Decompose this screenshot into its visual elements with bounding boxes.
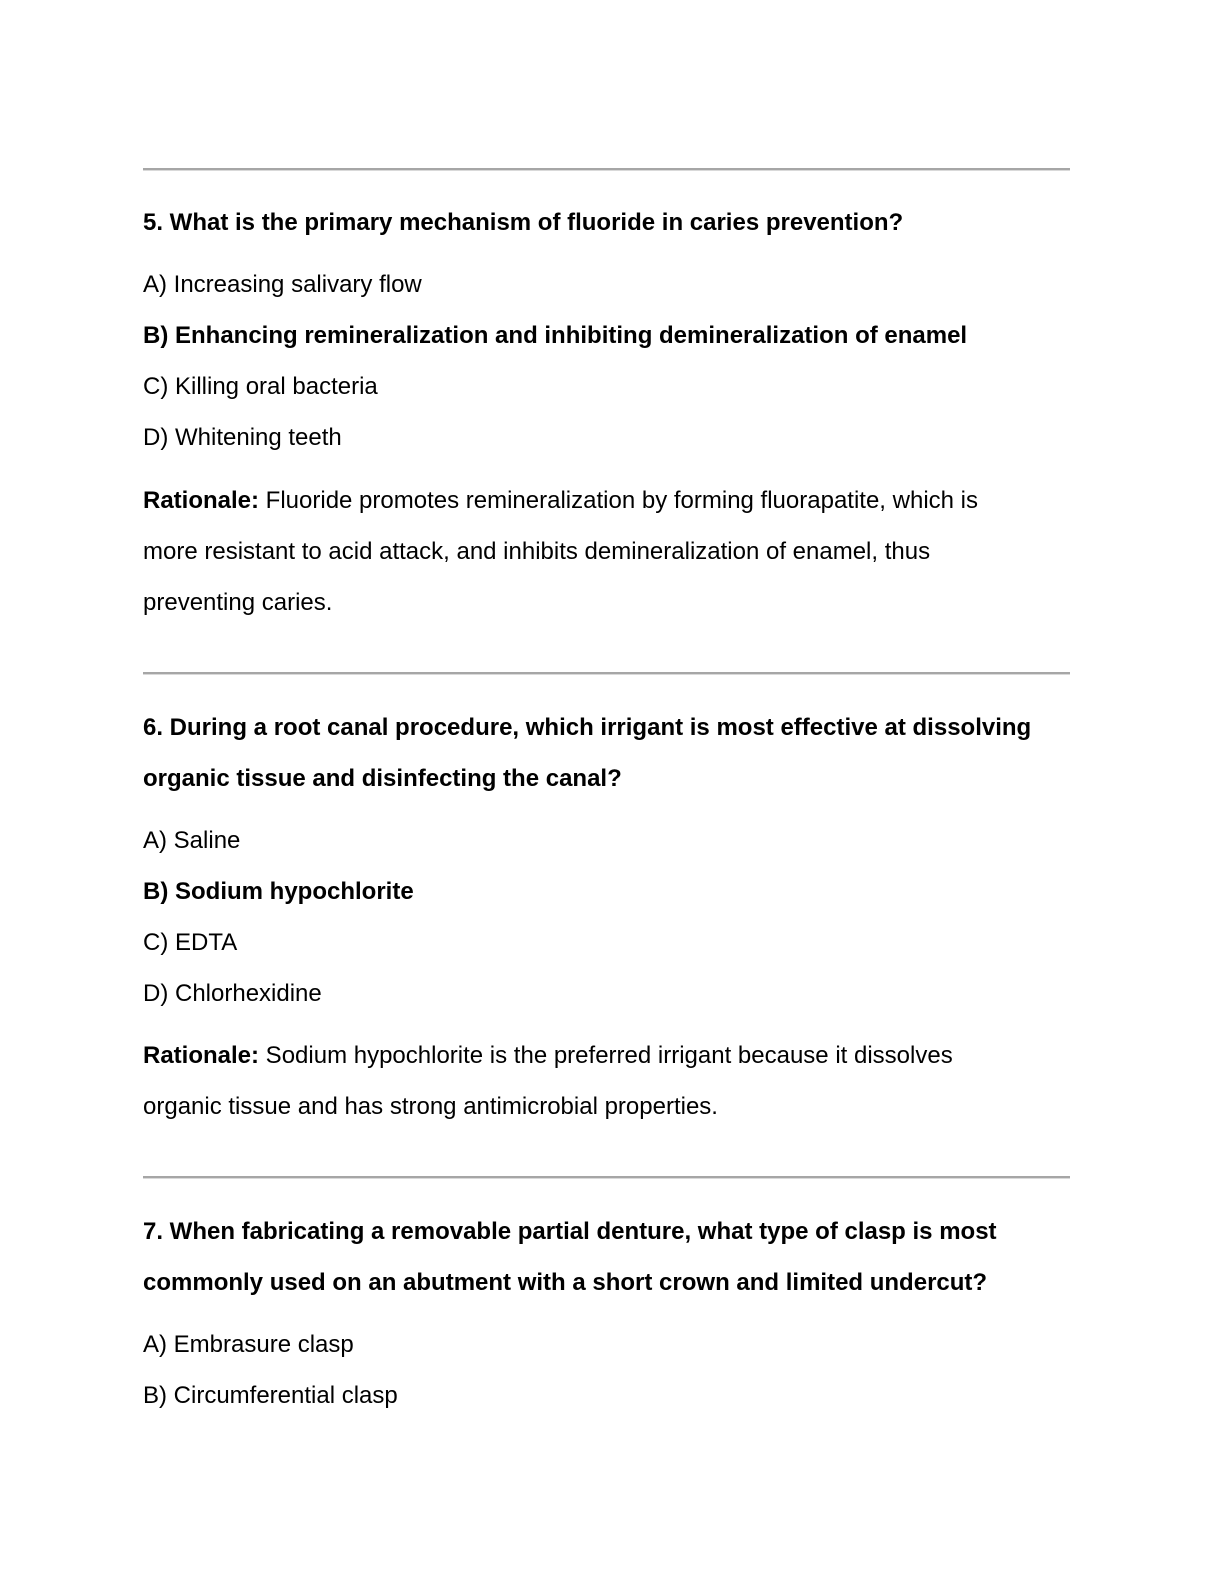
question-5-rationale-line-1: [143, 486, 978, 516]
question-5-rationale-line-2: more resistant to acid attack, and inhibits demineralization of enamel, thus: [143, 538, 931, 565]
question-5-text: 5. What is the primary mechanism of fluoride in caries prevention?: [143, 209, 904, 236]
section-divider: [143, 168, 1070, 170]
question-5-option-d: D) Whitening teeth: [143, 424, 342, 451]
question-6-option-a: A) Saline: [143, 827, 241, 854]
rationale-label: Rationale:: [143, 1042, 260, 1069]
question-7-option-b: B) Circumferential clasp: [143, 1382, 398, 1409]
section-divider: [143, 672, 1070, 674]
question-5-option-c: C) Killing oral bacteria: [143, 373, 378, 400]
question-6-option-c: C) EDTA: [143, 929, 238, 956]
question-7-text-line-1: 7. When fabricating a removable partial denture, what type of clasp is most: [143, 1218, 997, 1245]
rationale-text: Fluoride promotes remineralization by forming fluorapatite, which is: [259, 487, 978, 514]
question-7-text-line-2: commonly used on an abutment with a short crown and limited undercut?: [143, 1269, 988, 1296]
question-6-option-d: D) Chlorhexidine: [143, 980, 322, 1007]
question-7-option-a: A) Embrasure clasp: [143, 1331, 354, 1358]
question-5-rationale-line-3: preventing caries.: [143, 589, 333, 616]
question-6-rationale-line-1: [143, 1041, 953, 1071]
question-6-text-line-1: 6. During a root canal procedure, which irrigant is most effective at dissolving: [143, 714, 1032, 741]
question-6-text-line-2: organic tissue and disinfecting the canal?: [143, 765, 622, 792]
question-6-option-b: B) Sodium hypochlorite: [143, 878, 414, 905]
question-5-option-a: A) Increasing salivary flow: [143, 271, 422, 298]
question-5-option-b: B) Enhancing remineralization and inhibiting demineralization of enamel: [143, 322, 968, 349]
section-divider: [143, 1176, 1070, 1178]
question-6-rationale-line-2: organic tissue and has strong antimicrobial properties.: [143, 1093, 718, 1120]
rationale-label: Rationale:: [143, 487, 260, 514]
rationale-text: Sodium hypochlorite is the preferred irrigant because it dissolves: [259, 1042, 953, 1069]
